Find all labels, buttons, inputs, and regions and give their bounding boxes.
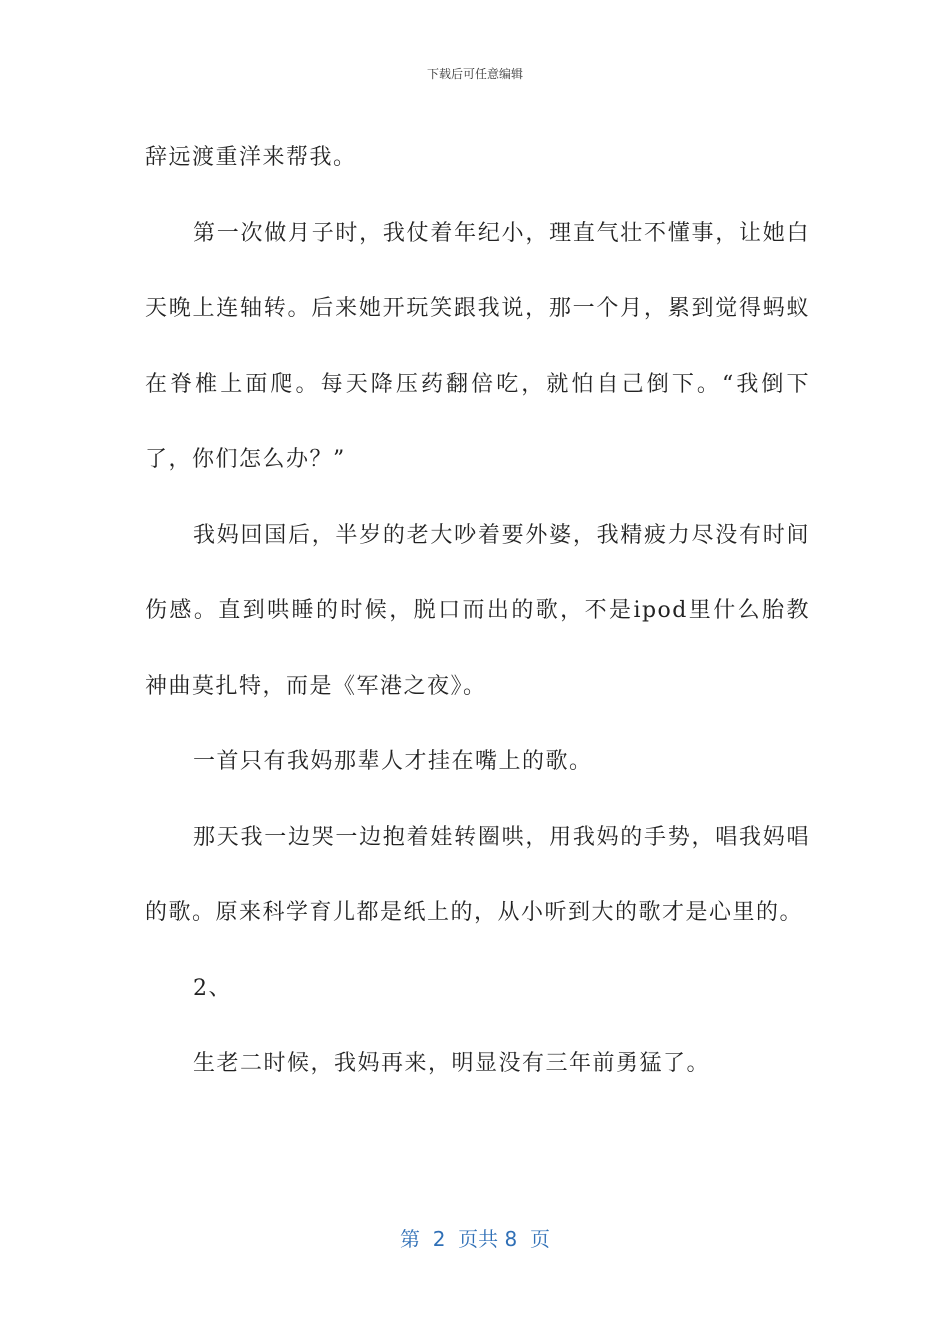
paragraph: 生老二时候，我妈再来，明显没有三年前勇猛了。 (193, 1051, 711, 1076)
document-body (145, 120, 810, 1102)
page-number-footer: 第 2 页共 8 页 (400, 1227, 550, 1251)
section-number: 2、 (193, 975, 232, 1001)
page-header-note: 下载后可任意编辑 (426, 67, 523, 81)
paragraph: 一首只有我妈那辈人才挂在嘴上的歌。 (193, 749, 593, 774)
paragraph: 那天我一边哭一边抱着娃转圈哄，用我妈的手势，唱我妈唱的歌。原来科学育儿都是纸上的，从小听到大的歌才是心里的。 (145, 824, 810, 925)
paragraph: 辞远渡重洋来帮我。 (145, 145, 357, 170)
paragraph: 第一次做月子时，我仗着年纪小，理直气壮不懂事，让她白天晚上连轴转。后来她开玩笑跟我说，那一个月，累到觉得蚂蚁在脊椎上面爬。每天降压药翻倍吃，就怕自己倒下。“我倒下了，你们怎么办？” (145, 220, 810, 472)
paragraph: 我妈回国后，半岁的老大吵着要外婆，我精疲力尽没有时间伤感。直到哄睡的时候，脱口而出的歌，不是ipod里什么胎教神曲莫扎特，而是《军港之夜》。 (145, 522, 810, 699)
